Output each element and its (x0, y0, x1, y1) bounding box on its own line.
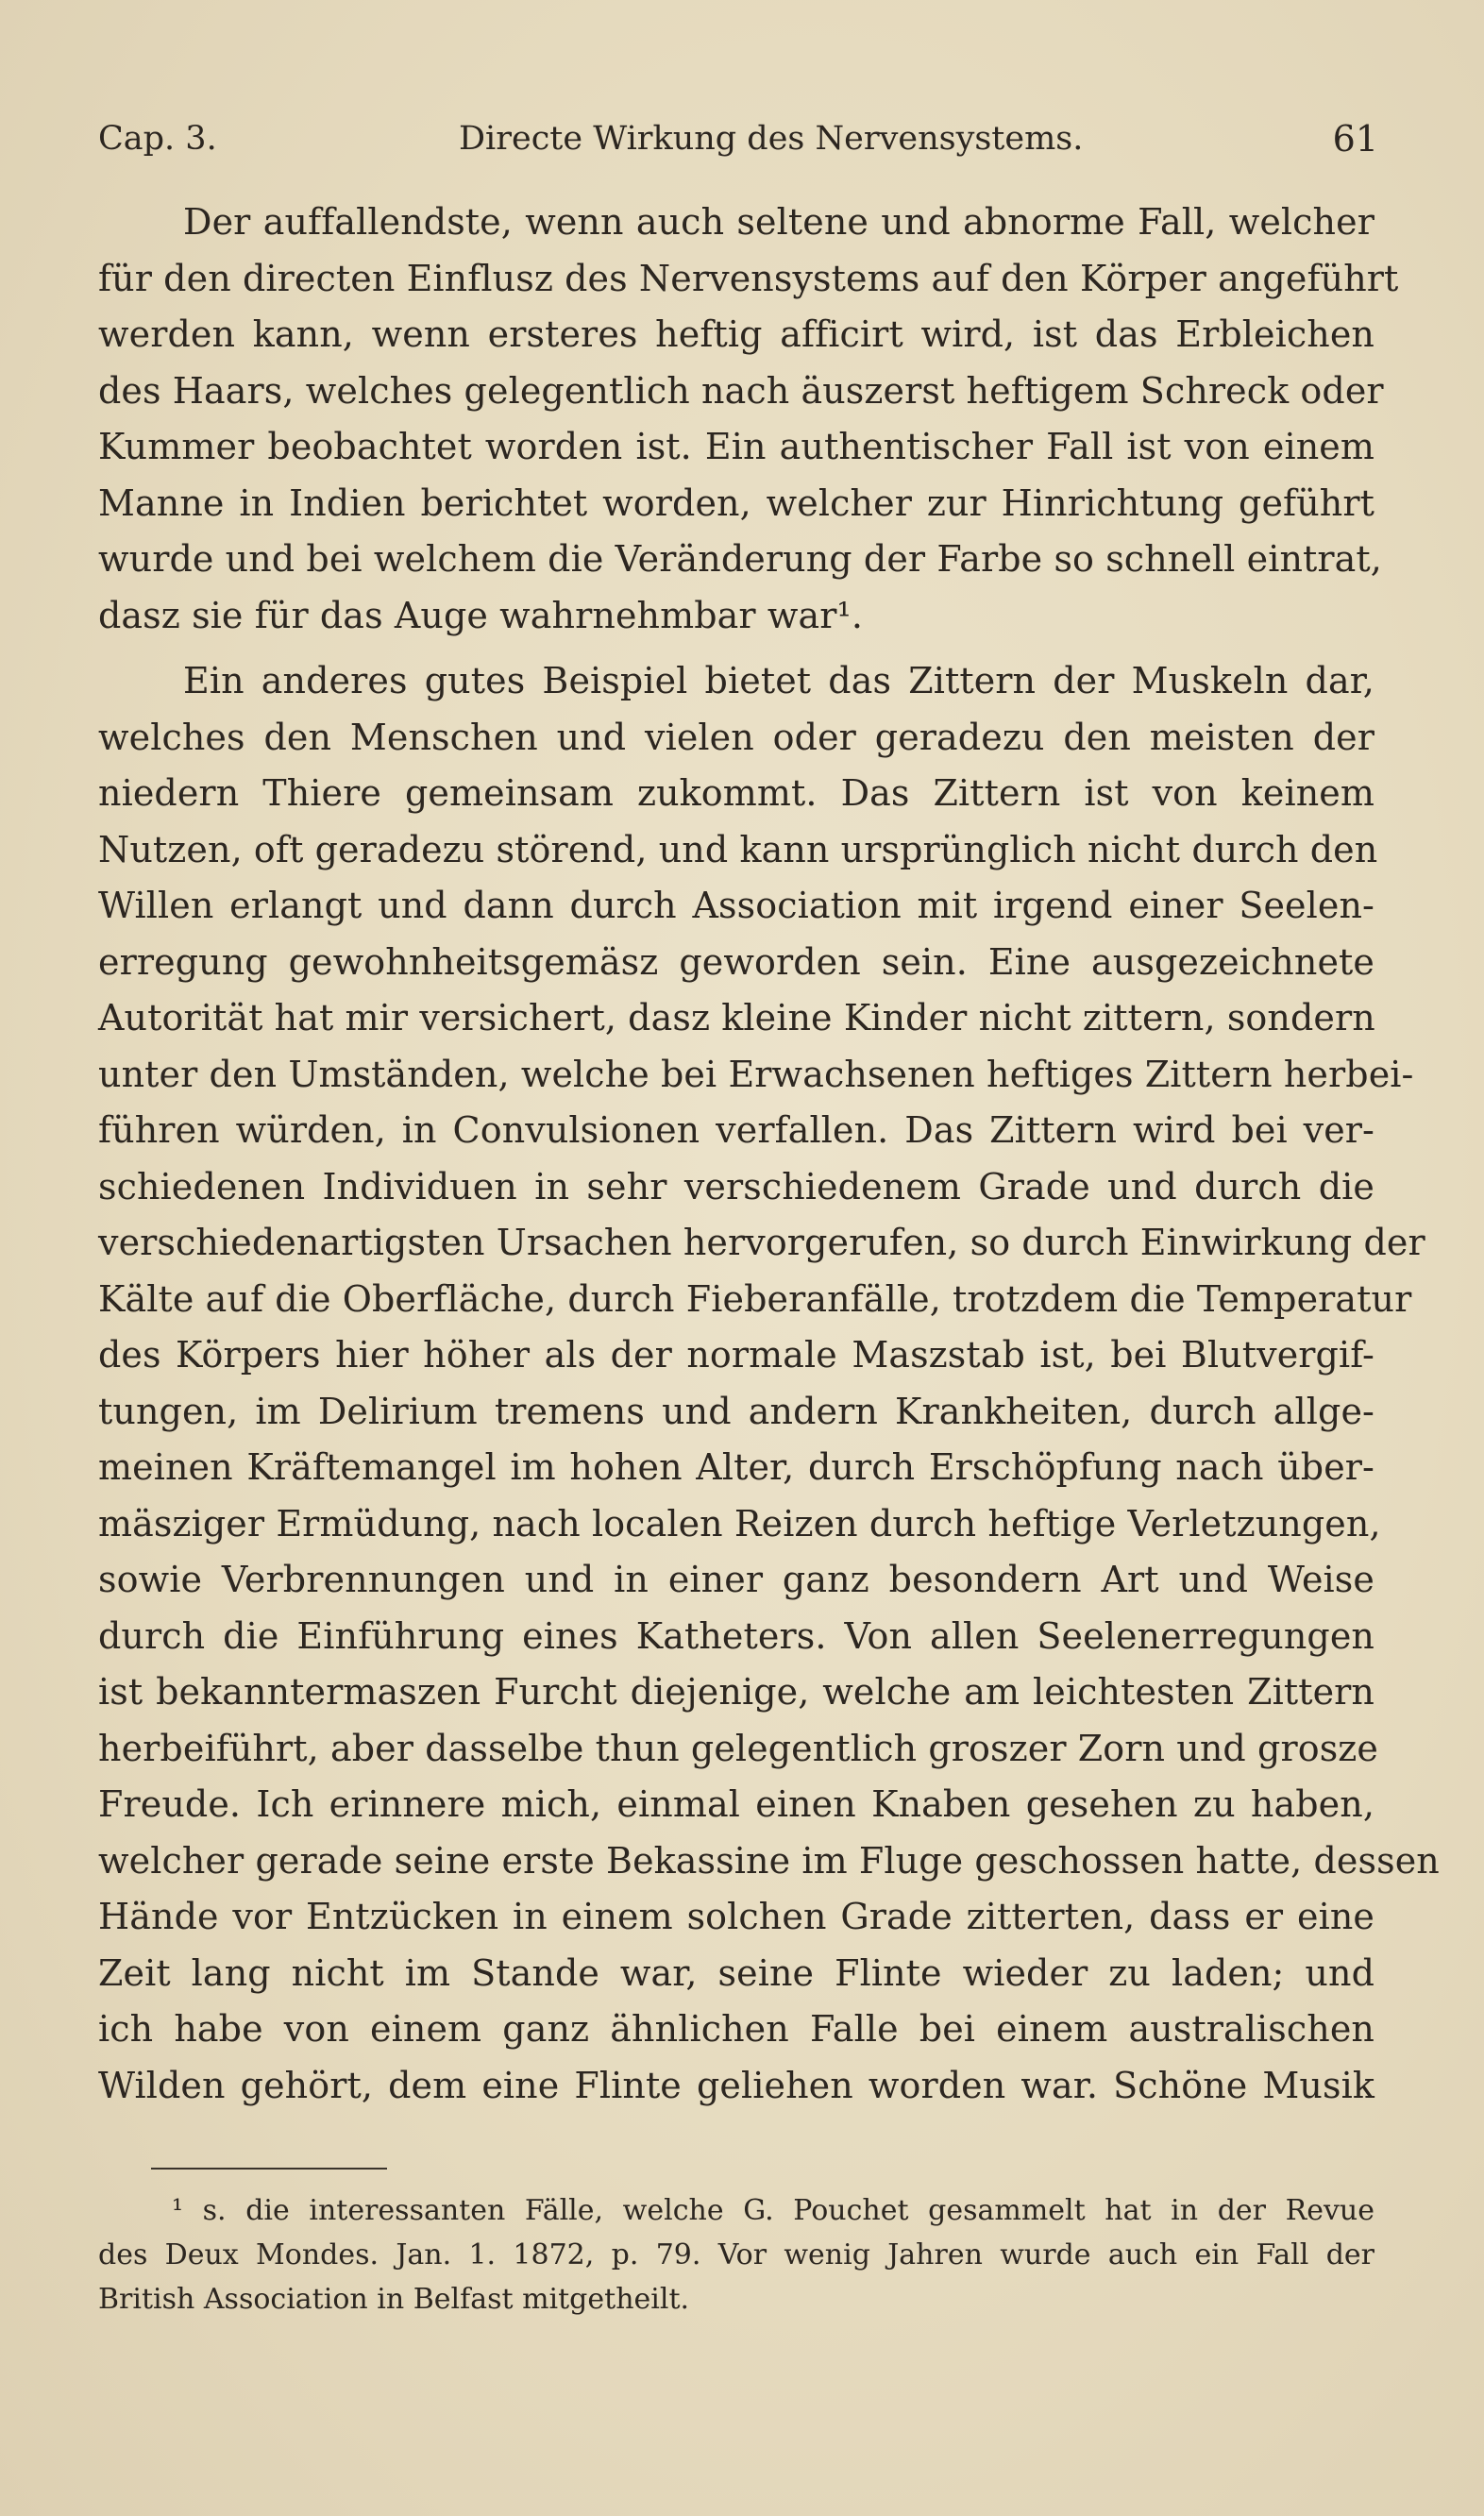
text-line: Zeit lang nicht im Stande war, seine Flinte wieder zu laden; und (98, 1951, 1374, 1994)
footnote-rule (151, 2168, 387, 2170)
text-line: wurde und bei welchem die Veränderung der Farbe so schnell eintrat, (98, 538, 1382, 580)
running-header (98, 115, 1378, 162)
text-line: ich habe von einem ganz ähnlichen Falle bei einem australischen (98, 2008, 1374, 2050)
text-line: führen würden, in Convulsionen verfallen. Das Zittern wird bei ver- (98, 1109, 1374, 1151)
text-line: des Haars, welches gelegentlich nach äuszerst heftigem Schreck oder (98, 369, 1384, 412)
page-number: 61 (1332, 118, 1378, 160)
text-line: dasz sie für das Auge wahrnehmbar war¹. (98, 594, 864, 636)
text-line: welcher gerade seine erste Bekassine im Fluge geschossen hatte, dessen (98, 1839, 1440, 1882)
text-line: für den directen Einflusz des Nervensystems auf den Körper angeführt (98, 257, 1399, 299)
text-line: tungen, im Delirium tremens und andern Krankheiten, durch allge- (98, 1390, 1374, 1432)
text-line: werden kann, wenn ersteres heftig afficirt wird, ist das Erbleichen (98, 313, 1374, 355)
footnote (98, 2188, 1374, 2322)
text-line: durch die Einführung eines Katheters. Von allen Seelenerregungen (98, 1614, 1374, 1657)
footnote-line: des Deux Mondes. Jan. 1. 1872, p. 79. Vor wenig Jahren wurde auch ein Fall der (98, 2238, 1374, 2271)
text-line: erregung gewohnheitsgemäsz geworden sein. Eine ausgezeichnete (98, 940, 1374, 983)
text-line: Wilden gehört, dem eine Flinte geliehen worden war. Schöne Musik (98, 2064, 1374, 2106)
text-line: sowie Verbrennungen und in einer ganz besondern Art und Weise (98, 1559, 1374, 1600)
footnote-line: British Association in Belfast mitgetheilt. (98, 2283, 690, 2316)
text-line: Autorität hat mir versichert, dasz kleine Kinder nicht zittern, sondern (98, 997, 1375, 1038)
text-line: Kälte auf die Oberfläche, durch Fieberanfälle, trotzdem die Temperatur (98, 1277, 1412, 1320)
text-line: unter den Umständen, welche bei Erwachsenen heftiges Zittern herbei- (98, 1053, 1414, 1095)
text-line: herbeiführt, aber dasselbe thun gelegentlich groszer Zorn und grosze (98, 1727, 1379, 1769)
text-line: ist bekanntermaszen Furcht diejenige, welche am leichtesten Zittern (98, 1671, 1374, 1713)
main-text (98, 194, 1440, 2114)
paragraph-gap (98, 644, 1374, 653)
text-line: Willen erlangt und dann durch Association mit irgend einer Seelen- (98, 885, 1374, 926)
text-line: Nutzen, oft geradezu störend, und kann ursprünglich nicht durch den (98, 828, 1378, 870)
text-line: Manne in Indien berichtet worden, welcher zur Hinrichtung geführt (98, 481, 1374, 524)
running-title: Directe Wirkung des Nervensystems. (459, 120, 1084, 158)
text-line: des Körpers hier höher als der normale Maszstab ist, bei Blutvergif- (98, 1334, 1374, 1376)
text-line: Der auffallendste, wenn auch seltene und abnorme Fall, welcher (183, 201, 1374, 243)
chapter-label: Cap. 3. (98, 120, 217, 158)
text-line: mäsziger Ermüdung, nach localen Reizen durch heftige Verletzungen, (98, 1502, 1381, 1545)
text-line: welches den Menschen und vielen oder geradezu den meisten der (98, 716, 1374, 758)
text-line: Kummer beobachtet worden ist. Ein authentischer Fall ist von einem (98, 426, 1374, 467)
text-line: verschiedenartigsten Ursachen hervorgerufen, so durch Einwirkung der (98, 1222, 1425, 1263)
text-line: Hände vor Entzücken in einem solchen Grade zitterten, dass er eine (98, 1896, 1374, 1937)
text-line: schiedenen Individuen in sehr verschiedenem Grade und durch die (98, 1165, 1374, 1207)
text-line: niedern Thiere gemeinsam zukommt. Das Zittern ist von keinem (98, 772, 1374, 814)
text-line: Ein anderes gutes Beispiel bietet das Zittern der Muskeln dar, (183, 660, 1374, 701)
text-line: meinen Kräftemangel im hohen Alter, durch Erschöpfung nach über- (98, 1446, 1374, 1488)
footnote-line: ¹ s. die interessanten Fälle, welche G. Pouchet gesammelt hat in der Revue (172, 2194, 1374, 2227)
text-line: Freude. Ich erinnere mich, einmal einen Knaben gesehen zu haben, (98, 1783, 1374, 1825)
